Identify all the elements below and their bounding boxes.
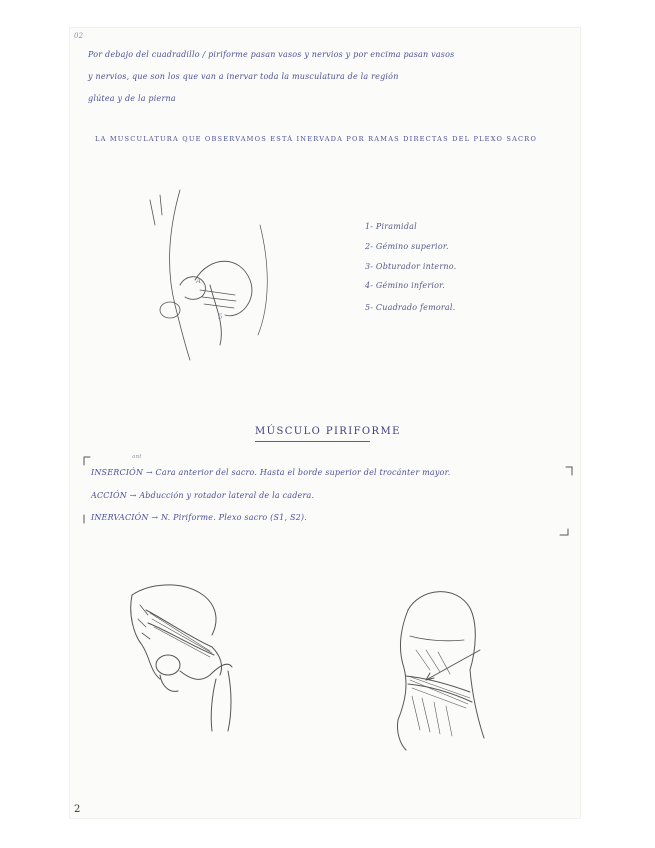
hip-drawing-right (360, 580, 500, 755)
section-title-underline (255, 441, 370, 442)
innervation-line: INERVACIÓN → N. Piriforme. Plexo sacro (S1, S2). (91, 513, 307, 522)
innervation-statement: LA MUSCULATURA QUE OBSERVAMOS ESTÁ INERVADA POR RAMAS DIRECTAS DEL PLEXO SACRO (95, 135, 538, 143)
section-title: MÚSCULO PIRIFORME (255, 426, 401, 437)
insertion-small-note: ant (132, 454, 142, 460)
pelvis-drawing-left (120, 575, 260, 735)
legend-item-5: 5- Cuadrado femoral. (365, 303, 456, 312)
intro-line-2: y nervios, que son los que van a inervar toda la musculatura de la región (88, 72, 399, 81)
legend-item-2: 2- Gémino superior. (365, 242, 449, 251)
legend-item-3: 3- Obturador interno. (365, 262, 457, 271)
pelvis-sketch-top (140, 185, 300, 365)
sketch-label-a: A (196, 277, 202, 285)
intro-line-1: Por debajo del cuadradillo / piriforme pasan vasos y nervios y por encima pasan vasos (88, 50, 455, 59)
insertion-line: INSERCIÓN → Cara anterior del sacro. Hasta el borde superior del trocánter mayor. (91, 468, 451, 477)
sketch-label-5: 5 (218, 313, 223, 321)
legend-item-4: 4- Gémino inferior. (365, 281, 446, 290)
page-number: 2 (74, 804, 81, 815)
legend-item-1: 1- Piramidal (365, 222, 417, 231)
corner-mark: 02 (74, 32, 84, 40)
action-line: ACCIÓN → Abducción y rotador lateral de la cadera. (91, 491, 315, 500)
intro-line-3: glútea y de la pierna (88, 94, 176, 103)
